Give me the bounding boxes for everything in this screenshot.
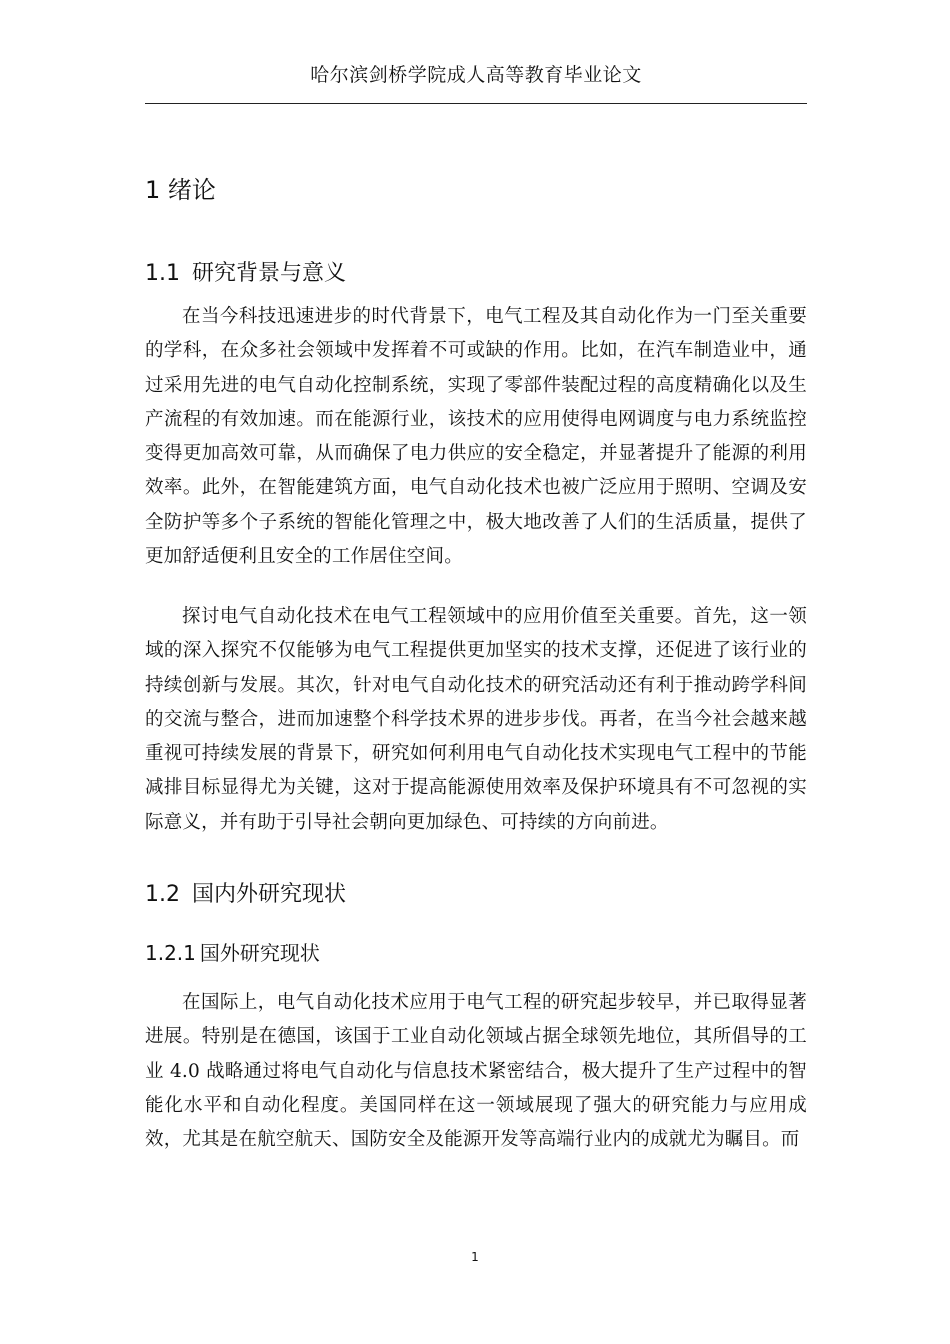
section-heading-1-2 <box>145 879 346 911</box>
body-paragraph: 探讨电气自动化技术在电气工程领域中的应用价值至关重要。首先，这一领域的深入探究不仅能够为电气工程提供更加坚实的技术支撑，还促进了该行业的持续创新与发展。其次，针对电气自动化技术的研究活动还有利于推动跨学科间的交流与整合，进而加速整个科学技术界的进步步伐。再者，在当今社会越来越重视可持续发展的背景下，研究如何利用电气自动化技术实现电气工程中的节能减排目标显得尤为关键，这对于提高能源使用效率及保护环境具有不可忽视的实际意义，并有助于引导社会朝向更加绿色、可持续的方向前进。 <box>145 606 807 833</box>
subsection-title-text: 国外研究现状 <box>199 941 320 965</box>
body-paragraph: 在国际上，电气自动化技术应用于电气工程的研究起步较早，并已取得显著进展。特别是在德国，该国于工业自动化领域占据全球领先地位，其所倡导的工业 4.0 战略通过将电气自动化与信息技术紧密结合，极大提升了生产过程中的智能化水平和自动化程度。美国同样在这一领域展现了强大的研究能力与应用成效，尤其是在航空航天、国防安全及能源开发等高端行业内的成就尤为瞩目。而 <box>145 992 807 1151</box>
section-heading-1-1 <box>145 258 346 290</box>
running-header: 哈尔滨剑桥学院成人高等教育毕业论文 <box>310 64 642 86</box>
subsection-heading-1-2-1 <box>145 938 320 968</box>
section-title-text: 研究背景与意义 <box>192 261 347 286</box>
section-title-text: 国内外研究现状 <box>192 882 347 907</box>
section-number: 1.1 <box>145 261 180 286</box>
section-number: 1.2 <box>145 882 180 907</box>
body-paragraph: 在当今科技迅速进步的时代背景下，电气工程及其自动化作为一门至关重要的学科，在众多社会领域中发挥着不可或缺的作用。比如，在汽车制造业中，通过采用先进的电气自动化控制系统，实现了零部件装配过程的高度精确化以及生产流程的有效加速。而在能源行业，该技术的应用使得电网调度与电力系统监控变得更加高效可靠，从而确保了电力供应的安全稳定，并显著提升了能源的利用效率。此外，在智能建筑方面，电气自动化技术也被广泛应用于照明、空调及安全防护等多个子系统的智能化管理之中，极大地改善了人们的生活质量，提供了更加舒适便利且安全的工作居住空间。 <box>145 306 807 568</box>
subsection-number: 1.2.1 <box>145 941 196 965</box>
header-rule <box>145 103 807 104</box>
page-number: 1 <box>471 1250 479 1264</box>
chapter-title: 1 绪论 <box>145 176 216 204</box>
